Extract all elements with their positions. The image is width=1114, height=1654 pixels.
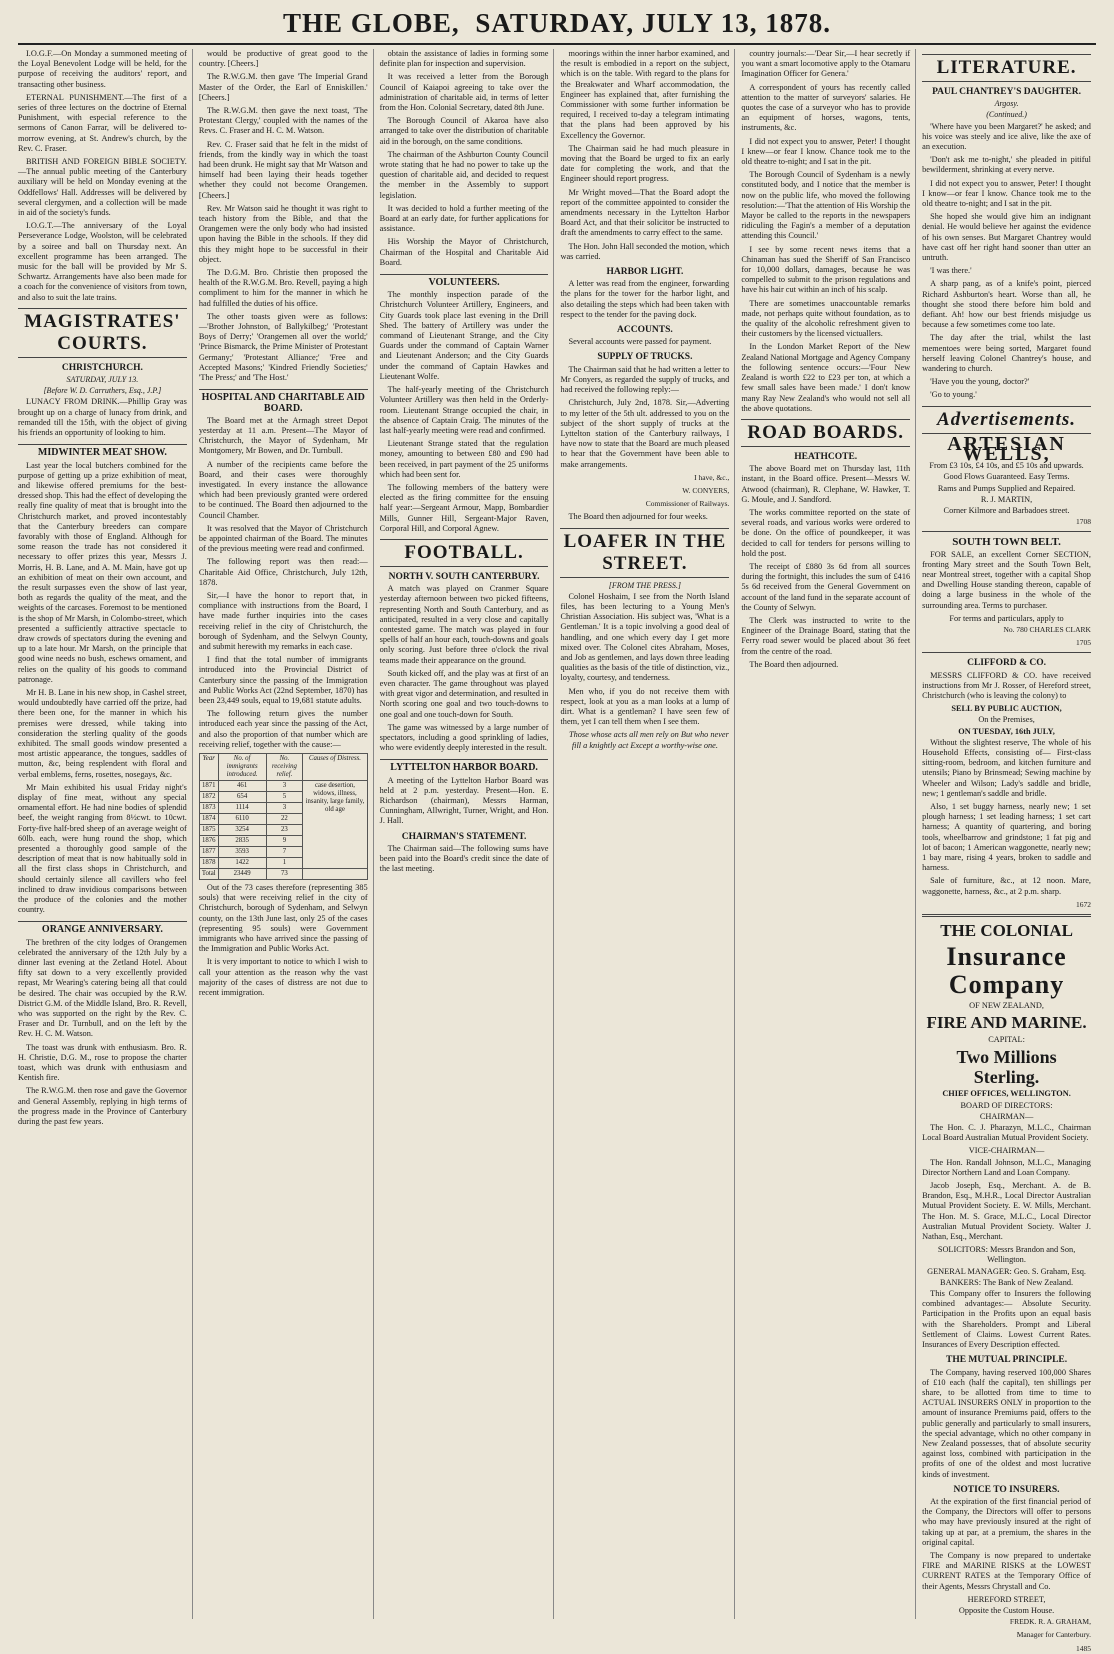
table-cell: 6110 (218, 814, 266, 825)
ad-line: Opposite the Custom House. (958, 1605, 1055, 1615)
story-continued: (Continued.) (986, 110, 1027, 120)
table-cell: 9 (266, 836, 303, 847)
subheading-harbor-light: HARBOR LIGHT. (606, 267, 684, 278)
article-paragraph: A meeting of the Lyttelton Harbor Board was held at 2 p.m. yesterday. Present—Hon. E. Richardson (chairman), Messrs Harman, Cunningham, Allwright, Turner, Wright, and Hon. J. Hall. (379, 775, 549, 826)
table-cell: 3 (266, 803, 303, 814)
article-paragraph: The game was witnessed by a large number of spectators, including a good sprinkling of ladies, who were evidently deeply interested in the result. (379, 722, 549, 753)
immigration-table (199, 753, 368, 880)
article-paragraph: The Borough Council of Sydenham is a newly constituted body, and I notice that the member is now on the public life, who moved the following resolution:—'That the attention of His Worship the Mayor be called to the reports in the newspapers ridiculing the Fagin's a member of a deputation attending this Council.' (741, 170, 911, 241)
article-paragraph: Mr Wright moved—That the Board adopt the report of the committee appointed to consider the amendments necessary in the Lyttelton Harbor Board Act, and that their solicitor be instructed to draft the amendments to carry effect to the same. (560, 187, 730, 238)
table-cell: 654 (218, 792, 266, 803)
masthead-date: SATURDAY, JULY 13, 1878. (475, 8, 831, 38)
section-heading-hospital: HOSPITAL AND CHARITABLE AID BOARD. (199, 389, 368, 413)
table-cell: 1873 (199, 803, 218, 814)
table-cell: 1875 (199, 825, 218, 836)
article-paragraph: Rev. Mr Watson said he thought it was right to teach history from the Bible, and that the Orangemen were the only body who had insisted upon having the Bible in the schools. If they did this they might hope to be successful in their object. (198, 203, 368, 264)
subheading-football-match: NORTH V. SOUTH CANTERBURY. (388, 571, 540, 582)
article-paragraph: The Chairman said he had much pleasure in moving that the Board be urged to fix an early date for completing the work, and that the Engineer should report progress. (560, 143, 730, 184)
article-paragraph: There are sometimes unaccountable remarks made, not perhaps quite without foundation, as to the quality of the alcoholic refreshment given to their customers by the licensed victuallers. (741, 298, 911, 339)
ad-line: Good Flows Guaranteed. Easy Terms. (943, 472, 1070, 482)
article-paragraph: The receipt of £880 3s 6d from all sources during the fortnight, this includes the sum of £416 5s 6d received from the General Government on account of the land fund in the separate account of the County of Selwyn. (741, 561, 911, 612)
subheading-source: [FROM THE PRESS.] (608, 580, 681, 590)
column-2 (199, 49, 374, 1619)
subheading-place: CHRISTCHURCH. (61, 362, 143, 373)
ad-line: No. 780 CHARLES CLARK (1003, 624, 1091, 634)
article-paragraph: I did not expect you to answer, Peter! I thought I knew—or fear I know. Chance took me to the old theatre to-night; and I sat in the pit. (741, 136, 911, 167)
table-header-year: Year (199, 754, 218, 781)
ad-paragraph: This Company offer to Insurers the following combined advantages:— Absolute Security. Participation in the Profits upon an equal basis with the Shareholders. Prompt and Liberal Settlement of Claims. Lowest Current Rates. Insurances of Every Description effected. (922, 1289, 1091, 1350)
table-row-total (199, 869, 367, 880)
section-heading-road-boards: ROAD BOARDS. (741, 419, 910, 447)
article-paragraph: I.O.G.F.—On Monday a summoned meeting of the Loyal Benevolent Lodge will be held, for the purpose of receiving the auditors' report, and transacting other business. (18, 49, 187, 89)
agent-name: FREDK. R. A. GRAHAM, (1009, 1617, 1091, 1627)
bankers: BANKERS: The Bank of New Zealand. (940, 1277, 1074, 1287)
column-1 (18, 49, 193, 1619)
article-paragraph: The Chairman said that he had written a letter to Mr Conyers, as regarded the supply of trucks, and had received the following reply:— (560, 364, 730, 395)
article-paragraph: A number of the recipients came before the Board, and their cases were thoroughly investigated. In every instance the allowance which had been previously granted were ordered to be continued. The Board then adjourned to the Council Chamber. (198, 459, 368, 520)
chairman-label: CHAIRMAN— (979, 1111, 1034, 1121)
ad-line: R. J. MARTIN, (980, 494, 1033, 504)
solicitors: SOLICITORS: Messrs Brandon and Son, Wellington. (937, 1245, 1076, 1265)
article-paragraph: moorings within the inner harbor examined, and the result is embodied in a report on the subject, which is on the table. With regard to the plans for the Breakwater and Wharf accommodation, the Engineer has explained that, after furnishing the Commissioner with some further information be required, I received to-day a telegram intimating that the plans had been approved by his Excellency the Governor. (560, 49, 730, 140)
article-paragraph: Mr H. B. Lane in his new shop, in Cashel street, would undoubtedly have carried off the prize, had there been one, for the manner in which his premises were dressed, while taking into consideration the sterling quality of the goods exhibited. The small goods window presented a most artistic appearance, the tongues, saddles of mutton, &c, being resplendent with floral and verbal emblems, ferns, rosettes, nosegays, &c. (18, 687, 187, 779)
article-paragraph: The R.W.G.M. then rose and gave the Governor and General Assembly, replying in high terms of the progress made in the Province of Canterbury during the past few years. (18, 1086, 187, 1127)
story-source: Argosy. (994, 99, 1019, 109)
article-paragraph: A correspondent of yours has recently called attention to the matter of surveyors' salaries. He quotes the case of a surveyor who has to provide an equipment of horses, wagons, tents, instruments, &c. (741, 82, 911, 133)
chief-offices: CHIEF OFFICES, WELLINGTON. (942, 1089, 1071, 1099)
article-paragraph: Several accounts were passed for payment. (568, 337, 712, 347)
article-paragraph: The following members of the battery were elected as the firing committee for the ensuing half year:—Sergeant Armour, Mapp, Bombardier Mills, Gunner Hill, Sergeant-Major Raven, Corporal Hill, and Corporal Agnew. (379, 482, 549, 533)
colonial-title-line1: THE COLONIAL (940, 921, 1073, 941)
subheading-trucks: SUPPLY OF TRUCKS. (597, 352, 693, 363)
table-cell: 2835 (218, 836, 266, 847)
colonial-subtitle: OF NEW ZEALAND, (969, 1001, 1044, 1011)
article-paragraph: His Worship the Mayor of Christchurch, Chairman of the Hospital and Charitable Aid Board. (379, 237, 549, 267)
article-paragraph: In the London Market Report of the New Zealand National Mortgage and Agency Company the following sentence occurs:—'Four New Zealand is worth £22 to £23 per ton, at which a few small sales have been made.' I don't know many Ray New Zealand's who would not sell all the above quotations. (741, 342, 911, 413)
ad-paragraph: The Company is now prepared to undertake FIRE and MARINE RISKS at the LOWEST CURRENT RATES at the Temporary Office of their Agents, Messrs Chrystall and Co. (922, 1550, 1091, 1591)
article-paragraph: The following return gives the number introduced each year since the passing of the Act, and also the proportion of that number which are receiving relief, together with the cause:— (198, 709, 368, 749)
article-paragraph: South kicked off, and the play was at first of an even character. The game throughout was played with great vigor and determination, and resulted in North scoring one goal and two touch-downs to one goal and one touch-down for South. (379, 668, 549, 719)
article-paragraph: I.O.G.T.—The anniversary of the Loyal Perseverance Lodge, Woolston, will be celebrated by a soiree and ball on Thursday next. An excellent programme has been arranged. The music for the ball will be provided by Mr S. Schwartz. Arrangements have also been made for a coach for the convenience of visitors from town, and also to suit the late trains. (18, 221, 187, 302)
ad-ref: 1672 (1075, 899, 1091, 909)
story-paragraph: 'Go to young.' (930, 390, 977, 400)
article-paragraph: The Hon. John Hall seconded the motion, which was carried. (560, 241, 730, 261)
table-cell: 1876 (199, 836, 218, 847)
subheading-accounts: ACCOUNTS. (617, 325, 673, 336)
table-cell: 23449 (218, 869, 266, 880)
general-manager: GENERAL MANAGER: Geo. S. Graham, Esq. (927, 1266, 1087, 1276)
ad-paragraph: Also, 1 set buggy harness, nearly new; 1 set plough harness; 1 set leading harness; 1 set cart harness; A quantity of quartering, and boring tools, wheelbarrow and grindstone; 1 fat pig and lot of bacon; 1 American waggonette, nearly new; 1 bay mare, rising 4 years, broken to saddle and harness. (922, 801, 1091, 873)
ad-paragraph: The Hon. Randall Johnson, M.L.C., Managing Director Northern Land and Loan Company. (922, 1157, 1091, 1177)
article-paragraph: Lieutenant Strange stated that the regulation money, amounting to between £80 and £90 had been received, in part payment of the 25 uniforms which had been sent for. (379, 439, 549, 479)
ad-ref: 1485 (1075, 1643, 1091, 1653)
subheading-date: SATURDAY, JULY 13. (66, 375, 139, 385)
article-paragraph: The brethren of the city lodges of Orangemen celebrated the anniversary of the 12th July by a dinner last evening at the Zetland Hotel. About fifty sat down to a very excellently provided repast, Mr Wearing's catering being all that could be desired. The chair was occupied by the R.W. District G.M. of the Middle Island, Bro. R. Revell, who was supported on the right by the Rev. C. Fraser and Dr. Turnbull, and on the left by the Rev. H. C. M. Watson. (18, 937, 187, 1039)
article-paragraph: A match was played on Cranmer Square yesterday afternoon between two picked fifteens, representing North and South Canterbury, and as anticipated, resulted in a very close and capitally contested game. The match was played in four spells of half an hour each, touch-downs and goals only scoring. Just before three o'clock the rival teams made their appearance on the ground. (379, 584, 549, 665)
column-5 (741, 49, 916, 1619)
ad-paragraph: The Company, having reserved 100,000 Shares of £10 each (half the capital), ten shillings per share, to be allotted from time to time to ACTUAL INSURERS ONLY in proportion to the amount of insurance Premiums paid, offers to the public generally and particularly to small insurers, the special advantage, which no other company in New Zealand possesses, that of absolute security against loss, combined with participation in the profits of one of the oldest and most lucrative kinds of investment. (922, 1367, 1091, 1479)
ad-belt-title: SOUTH TOWN BELT. (952, 536, 1061, 549)
column-3 (380, 49, 555, 1619)
article-paragraph: The Clerk was instructed to write to the Engineer of the Drainage Board, stating that the Ferry road sewer would be placed about 36 feet from the centre of the road. (741, 615, 911, 656)
article-paragraph: Colonel Hoshaim, I see from the North Island files, has been lecturing to a Young Men's Christian Association. His subject was, 'What is a Gentleman.' It is a topic involving a good deal of handling, and one which every day I get more mixed over. The Colonel cites Abraham, Moses, and Job as gentlemen, and lays down three leading qualities as the basis of the title of distinction, viz., loyalty, courtesy, and tenderness. (560, 591, 730, 683)
article-paragraph: Men who, if you do not receive them with respect, look at you as a man looks at a lump of dirt. What is a gentleman? I have seen few of them, yet I can tell them when I see them. (560, 686, 730, 727)
table-cell: Total (199, 869, 218, 880)
article-paragraph: Last year the local butchers combined for the purpose of getting up a prize exhibition of meat, and likewise offered premiums for the best-dressed shop. This had the effect of developing the really fine quality of meat that is brought into the Christchurch market, and proved incontestably that the Canterbury breeders can compare favorably with those of England. Although for some reason the trade has not considered it necessary to offer prizes this year, Messrs J. Morris, H. B. Lane, and A. M. Main, have got up an exhibition of meat on their own account, and the result surpasses even the show of last year, both as regards the quality of the meat, and the weights of the carcases. Foremost to be mentioned is the shop of Mr Marsh, in Colombo-street, which presented a sufficiently attractive spectacle to draw crowds of spectators during the evening and up to a late hour. Mr Marsh, on the principle that good wine needs no bush, eschews ornament, and relies on the quality of his goods to command patronage. (18, 460, 187, 684)
divider (922, 652, 1091, 653)
table-cell: 1871 (199, 781, 218, 792)
agent-title: Manager for Canterbury. (1016, 1630, 1091, 1640)
article-paragraph: The above Board met on Thursday last, 11th instant, in the Board office. Present—Messrs W. Atwood (chairman), R. Clephane, W. Hawker, T. G. Moule, and J. Sandford. (741, 464, 911, 504)
article-paragraph: The toast was drunk with enthusiasm. Bro. R. H. Christie, D.G. M., rose to propose the charter toast, which was drunk with enthusiasm and Kentish fire. (18, 1042, 187, 1083)
article-paragraph: Those whose acts all men rely on But who never fill a knightly act Except a worthy-wise one. (568, 730, 729, 750)
colonial-title-line2: Insurance Company (946, 942, 1067, 1000)
article-paragraph: Out of the 73 cases therefore (representing 385 souls) that were receiving relief in the city of Christchurch, borough of Sydenham, and Selwyn county, on the 13th June last, only 25 of the cases (representing 95 souls) were Government immigrants who have arrived since the passing of the Immigration and Public Works Act. (198, 883, 368, 954)
article-paragraph: It was received a letter from the Borough Council of Kaiapoi agreeing to take over the administration of charitable aid, in terms of letter from the Hon. Colonial Secretary, dated 8th June. (379, 72, 549, 113)
story-paragraph: 'I was there.' (930, 266, 972, 276)
ad-clifford-title: CLIFFORD & CO. (967, 658, 1046, 669)
ad-paragraph: The Hon. C. J. Pharazyn, M.L.C., Chairman Local Board Australian Mutual Provident Society. (922, 1123, 1091, 1143)
story-paragraph: I did not expect you to answer, Peter! I thought I know—or fear I know. Chance took me to the old theatre to-night; and I sat in the pit. (922, 178, 1091, 209)
signature-line: I have, &c., (694, 472, 730, 482)
section-heading-advertisements: Advertisements. (922, 406, 1091, 434)
table-header-cause: Causes of Distress. (303, 754, 367, 781)
article-paragraph: Rev. C. Fraser said that he felt in the midst of friends, from the kindly way in which the toast had been drunk. He might say that Mr Watson and himself had been laying their heads together whether they could not become Orangemen. [Cheers.] (198, 139, 368, 200)
article-paragraph: BRITISH AND FOREIGN BIBLE SOCIETY.—The annual public meeting of the Canterbury auxiliary will be held on Monday evening at the Oddfellows' Hall. Addresses will be delivered by several clergymen, and a collection will be made in aid of the society's funds. (18, 157, 187, 218)
table-cell: 5 (266, 792, 303, 803)
article-paragraph: Christchurch, July 2nd, 1878. Sir,—Adverting to my letter of the 5th ult. addressed to you on the subject of the short supply of trucks at the Lyttelton station of the Canterbury railways, I have now to state that the Board are much pleased to hear that the Government have been able to make arrangements. (560, 398, 730, 469)
article-paragraph: Mr Main exhibited his usual Friday night's display of fine meat, without any special ornamental effort. He had nine bodies of splendid beef, the weight ranging from 8½cwt. to 10cwt. Forty-five half-bred sheep of an average weight of 60lb. each, were hung round the shop, which presented a thoroughly good sample of the description of meat that is now habitually sold in all the first class shops in Christchurch, and should certainly silence all cavillers who feel inclined to draw invidious comparisons between the produce of the colonies and the mother country. (18, 782, 187, 915)
capital-value: Two Millions Sterling. (956, 1047, 1057, 1088)
article-paragraph: The chairman of the Ashburton County Council wrote stating that he had no power to take up the question of charitable aid, and decided to request the member in the Assembly to support legislation. (379, 149, 549, 200)
table-cell: 1874 (199, 814, 218, 825)
subheading-heathcote: HEATHCOTE. (794, 451, 858, 462)
ad-line: Corner Kilmore and Barbadoes street. (943, 505, 1070, 515)
table-cell: 22 (266, 814, 303, 825)
story-paragraph: The day after the trial, whilst the last mementoes were being sorted, Margaret found herself leaving Colonel Chantrey's house, and wandering to church. (922, 333, 1091, 374)
ad-line: On the Premises, (978, 715, 1035, 725)
article-paragraph: The R.W.G.M. then gave the next toast, 'The Protestant Clergy,' coupled with the names of the Revs. C. Fraser and H. C. M. Watson. (198, 106, 368, 136)
article-paragraph: The works committee reported on the state of several roads, and various works were ordered to be done. On the office of poundkeeper, it was decided to call for tenders for persons willing to hold the post. (741, 507, 911, 558)
ad-line: ON TUESDAY, 16th JULY, (958, 726, 1055, 736)
section-heading-football: FOOTBALL. (380, 539, 549, 567)
article-paragraph: country journals:—'Dear Sir,—I hear secretly if you want a smart locomotive apply to the Otamaru Imagination Officer for Genera.' (741, 49, 911, 79)
section-heading-lyttelton: LYTTELTON HARBOR BOARD. (380, 759, 549, 773)
article-paragraph: It was resolved that the Mayor of Christchurch be appointed chairman of the Board. The minutes of the previous meeting were read and confirmed. (198, 523, 368, 554)
table-cell: 1878 (199, 858, 218, 869)
table-cell: 1422 (218, 858, 266, 869)
article-paragraph: The Chairman said—The following sums have been paid into the Board's credit since the date of the last meeting. (379, 843, 549, 874)
article-paragraph: It is very important to notice to which I wish to call your attention as the reason why the vast majority of the cases of distress are not due to recent immigration. (198, 957, 368, 998)
article-paragraph: The following report was then read:— Charitable Aid Office, Christchurch, July 12th, 1878. (198, 557, 368, 587)
story-title: PAUL CHANTREY'S DAUGHTER. (932, 87, 1082, 97)
ad-paragraph: MESSRS CLIFFORD & CO. have received instructions from Mr J. Rosser, of Hereford street, Christchurch (who is leaving the colony) to (922, 670, 1091, 700)
table-cell: 461 (218, 781, 266, 792)
ad-artesian-title: ARTESIAN WELLS, (947, 432, 1066, 465)
subheading-chairman: CHAIRMAN'S STATEMENT. (401, 831, 527, 842)
article-paragraph: The half-yearly meeting of the Christchurch Volunteer Artillery was then held in the Orderly-room. Lieutenant Strange occupied the chair, in the absence of Captain Craig. The minutes of the last half-yearly meeting were read and confirmed. (379, 385, 549, 435)
table-cell: 1872 (199, 792, 218, 803)
section-heading-magistrates: MAGISTRATES' COURTS. (18, 308, 187, 358)
article-paragraph: The other toasts given were as follows:—'Brother Johnston, of Ballykilbeg;' 'Protestant Boys of Derry;' 'Orangemen all over the world;' 'Prince Bismarck, the Prime Minister of Protestant Germany;' 'Protestant Alliance;' 'Free and Accepted Masons;' 'Kindred Friendly Societies;' 'The Press;' and 'The Host.' (198, 311, 368, 383)
subheading-bench: [Before W. D. Carruthers, Esq., J.P.] (43, 386, 162, 396)
colonial-fire-marine: FIRE AND MARINE. (926, 1013, 1087, 1033)
table-header-relief: No. receiving relief. (266, 754, 303, 781)
ad-paragraph: Sale of furniture, &c., at 12 noon. Mare, waggonette, harness, &c., at 2 p.m. sharp. (922, 876, 1091, 896)
columns (18, 49, 1096, 1653)
table-cell: 1114 (218, 803, 266, 814)
table-cell: 1877 (199, 847, 218, 858)
mutual-heading: THE MUTUAL PRINCIPLE. (945, 1355, 1068, 1366)
article-paragraph: A letter was read from the engineer, forwarding the plans for the tower for the harbor light, and also detailing the steps which had been taken with respect to the tender for the paving dock. (560, 279, 730, 319)
story-paragraph: She hoped she would give him an indignant denial. He would believe her against the evidence of his own senses. But Margaret Chantrey would have cast off her right hand sooner than utter an untruth. (922, 212, 1091, 263)
ad-line: SELL BY PUBLIC AUCTION, (951, 704, 1062, 714)
article-paragraph: obtain the assistance of ladies in forming some definite plan for inspection and supervision. (379, 49, 549, 69)
article-paragraph: The Board met at the Armagh street Depot yesterday at 11 a.m. Present—The Mayor of Christchurch, the Mayor of Sydenham, Mr Montgomery, Mr Bowen, and Dr. Turnbull. (198, 415, 368, 456)
ad-line: From £3 10s, £4 10s, and £5 10s and upwards. (929, 461, 1084, 471)
article-paragraph: The Board then adjourned. (749, 659, 839, 669)
masthead-paper-name: THE GLOBE, (283, 8, 460, 38)
table-cell: 73 (266, 869, 303, 880)
signature-name: W. CONYERS, (682, 485, 730, 495)
table-row (199, 781, 367, 792)
ad-line: HEREFORD STREET, (967, 1594, 1046, 1604)
story-paragraph: A sharp pang, as of a knife's point, pierced Richard Ashburton's heart. Worse than all, he thought she stood there before him bold and defiant. Ah! how our best friends misjudge us because a few sometimes come too late. (922, 279, 1091, 330)
ad-ref: 1708 (1075, 517, 1091, 527)
column-4 (560, 49, 735, 1619)
section-heading-volunteers: VOLUNTEERS. (380, 274, 549, 288)
article-paragraph: It was decided to hold a further meeting of the Board at an early date, for further applications for assistance. (379, 203, 549, 234)
divider (922, 914, 1091, 917)
section-heading-literature: LITERATURE. (922, 54, 1091, 82)
ad-paragraph: At the expiration of the first financial period of the Company, the Directors will offer to persons who may have previously insured at the right of taking up at par, at a premium, the shares in the original capital. (922, 1496, 1091, 1547)
article-paragraph: I find that the total number of immigrants introduced into the Provincial District of Canterbury since the passing of the Immigration and Public Works Act (22nd September, 1870) has been 23,449 souls, equal to 19,681 statute adults. (198, 655, 368, 705)
table-cell: 1 (266, 858, 303, 869)
article-paragraph: would be productive of great good to the country. [Cheers.] (198, 49, 368, 69)
ad-ref: 1705 (1075, 638, 1091, 648)
table-cell-causes: case desertion, widows, illness, insanity, large family, old age (303, 781, 367, 869)
article-paragraph: The Borough Council of Akaroa have also arranged to take over the distribution of charitable aid in the borough, on the same conditions. (379, 116, 549, 146)
table-cell: 3254 (218, 825, 266, 836)
ad-paragraph: FOR SALE, an excellent Corner SECTION, fronting Mary street and the South Town Belt, near Montreal street, together with a capital Shop and Dwelling House standing thereon, capable of doing a large business in the whole of the surrounding area. Terms to purchaser. (922, 549, 1091, 610)
article-paragraph: The Board then adjourned for four weeks. (568, 512, 708, 522)
table-cell: 23 (266, 825, 303, 836)
ad-line: Rams and Pumps Supplied and Repaired. (937, 483, 1076, 493)
signature-title: Commissioner of Railways. (645, 499, 730, 509)
article-paragraph: I see by some recent news items that a Chinaman has sued the Sheriff of San Francisco for 10,000 dollars, damages, because he was compelled to submit to the prison regulations and have his hair cut within an inch of his scalp. (741, 244, 911, 295)
capital-label: CAPITAL: (988, 1035, 1025, 1045)
table-cell: 3593 (218, 847, 266, 858)
article-paragraph: LUNACY FROM DRINK.—Phillip Gray was brought up on a charge of lunacy from drink, and remanded till the 15th, with the object of giving his friends an opportunity of looking to him. (18, 397, 187, 438)
table-header-introduced: No. of immigrants introduced. (218, 754, 266, 781)
section-heading-loafer: LOAFER IN THE STREET. (560, 528, 729, 578)
ad-paragraph: Jacob Joseph, Esq., Merchant. A. de B. Brandon, Esq., M.H.R., Local Director Australian Mutual Provident Society. E. W. Mills, Merchant. The Hon. M. S. Grace, M.L.C., Local Director Australian Mutual Provident Society. Walter J. Nathan, Esq., Merchant. (922, 1181, 1091, 1242)
story-paragraph: 'Don't ask me to-night,' she pleaded in pitiful bewilderment, shrinking at every nerve. (922, 155, 1091, 175)
section-heading-meat-show: MIDWINTER MEAT SHOW. (18, 444, 187, 458)
ad-line: For terms and particulars, apply to (949, 613, 1064, 623)
divider (922, 531, 1091, 532)
section-heading-orange: ORANGE ANNIVERSARY. (18, 921, 187, 935)
table-cell (303, 869, 367, 880)
story-paragraph: 'Have you the young, doctor?' (930, 377, 1030, 387)
ad-paragraph: Without the slightest reserve, The whole of his Household Effects, consisting of— First-class sitting-room, bedroom, and kitchen furniture and utensils; Piano by Brinsmead; Sewing machine by Wheeler and Wilson; Lady's saddle and bridle, new; 1 gentleman's saddle and bridle. (922, 737, 1091, 798)
table-cell: 7 (266, 847, 303, 858)
article-paragraph: Sir,—I have the honor to report that, in compliance with instructions from the Board, I have made further inquiries into the cases receiving relief in the city of Christchurch, the borough of Sydenham, and the Selwyn County, and submit herewith my remarks in each case. (198, 590, 368, 651)
masthead (18, 6, 1096, 45)
vice-chairman-label: VICE-CHAIRMAN— (968, 1146, 1045, 1156)
column-6 (922, 49, 1096, 1653)
article-paragraph: The R.W.G.M. then gave 'The Imperial Grand Master of the Order, the Earl of Enniskillen.' [Cheers.] (198, 72, 368, 102)
article-paragraph: ETERNAL PUNISHMENT.—The first of a series of three lectures on the doctrine of Eternal Punishment, with especial reference to the sermons of Canon Farrar, will be delivered to-morrow evening, at St. Andrew's church, by the Rev. C. Fraser. (18, 92, 187, 153)
table-cell: 3 (266, 781, 303, 792)
notice-heading: NOTICE TO INSURERS. (953, 1484, 1060, 1495)
story-paragraph: 'Where have you been Margaret?' he asked; and his voice was steely and ice alive, like the axe of an execution. (922, 121, 1091, 152)
directors-heading: BOARD OF DIRECTORS: (960, 1100, 1053, 1110)
article-paragraph: The D.G.M. Bro. Christie then proposed the health of the R.W.G.M. Bro. Revell, paying a high compliment to him for the manner in which he had fulfilled the duties of his office. (198, 268, 368, 308)
article-paragraph: The monthly inspection parade of the Christchurch Volunteer Artillery, Engineers, and City Guards took place last evening in the Drill Shed. The battery of Artillery was under the command of Lieutenant Strange, and the City Guards under the command of Captain Warner and Lieutenant Anderson; and the City Guards under the command of Captain Hawkes and Lieutenant Wolfe. (379, 290, 549, 381)
